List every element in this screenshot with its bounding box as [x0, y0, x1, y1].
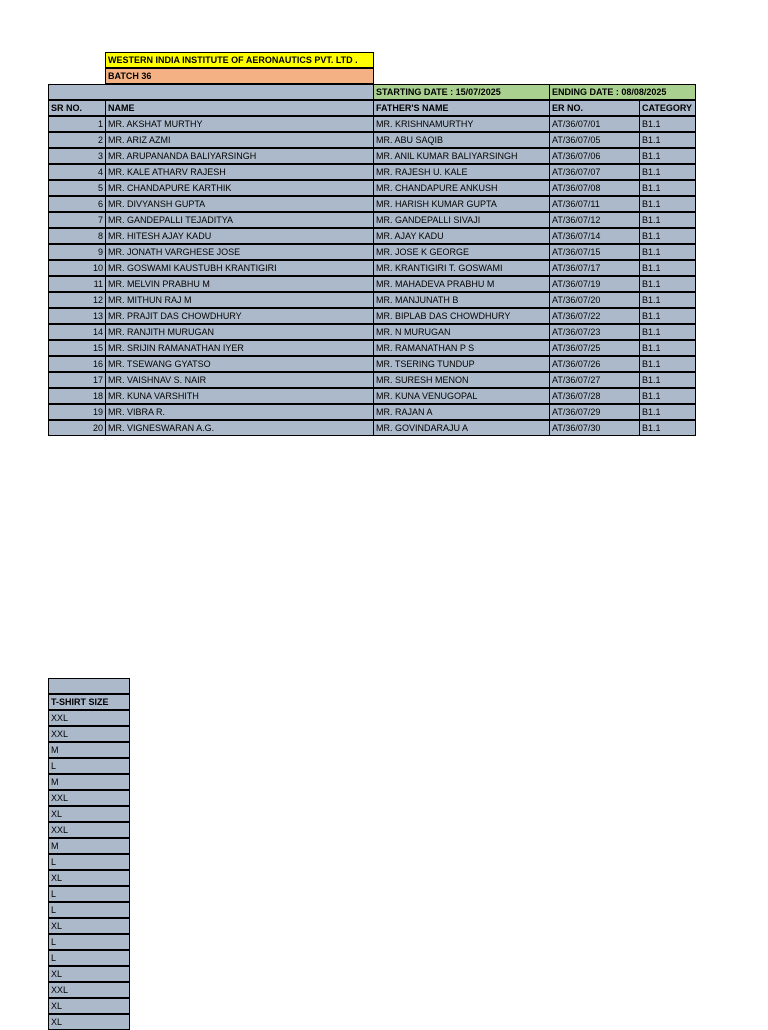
- cell-er-no: AT/36/07/23: [549, 324, 640, 340]
- tshirt-size-cell: M: [48, 742, 130, 758]
- cell-category: B1.1: [639, 372, 696, 388]
- cell-name: MR. VIBRA R.: [105, 404, 374, 420]
- cell-category: B1.1: [639, 164, 696, 180]
- cell-category: B1.1: [639, 292, 696, 308]
- cell-sr-no: 11: [48, 276, 106, 292]
- cell-name: MR. GOSWAMI KAUSTUBH KRANTIGIRI: [105, 260, 374, 276]
- cell-sr-no: 9: [48, 244, 106, 260]
- cell-sr-no: 1: [48, 116, 106, 132]
- cell-name: MR. MELVIN PRABHU M: [105, 276, 374, 292]
- cell-er-no: AT/36/07/15: [549, 244, 640, 260]
- cell-fathers-name: MR. GOVINDARAJU A: [373, 420, 550, 436]
- cell-er-no: AT/36/07/20: [549, 292, 640, 308]
- cell-name: MR. KALE ATHARV RAJESH: [105, 164, 374, 180]
- tshirt-size-cell: M: [48, 774, 130, 790]
- cell-category: B1.1: [639, 388, 696, 404]
- cell-name: MR. ARUPANANDA BALIYARSINGH: [105, 148, 374, 164]
- cell-sr-no: 7: [48, 212, 106, 228]
- tshirt-size-cell: XL: [48, 806, 130, 822]
- cell-er-no: AT/36/07/25: [549, 340, 640, 356]
- cell-name: MR. MITHUN RAJ M: [105, 292, 374, 308]
- tshirt-size-cell: XL: [48, 1014, 130, 1030]
- cell-category: B1.1: [639, 308, 696, 324]
- ending-date: ENDING DATE : 08/08/2025: [549, 84, 696, 100]
- cell-name: MR. VAISHNAV S. NAIR: [105, 372, 374, 388]
- cell-name: MR. PRAJIT DAS CHOWDHURY: [105, 308, 374, 324]
- tshirt-blank-header: [48, 678, 130, 694]
- cell-sr-no: 19: [48, 404, 106, 420]
- tshirt-size-cell: XL: [48, 998, 130, 1014]
- tshirt-size-cell: XXL: [48, 982, 130, 998]
- cell-fathers-name: MR. ANIL KUMAR BALIYARSINGH: [373, 148, 550, 164]
- cell-category: B1.1: [639, 276, 696, 292]
- cell-sr-no: 10: [48, 260, 106, 276]
- cell-name: MR. DIVYANSH GUPTA: [105, 196, 374, 212]
- cell-category: B1.1: [639, 180, 696, 196]
- cell-fathers-name: MR. CHANDAPURE ANKUSH: [373, 180, 550, 196]
- cell-category: B1.1: [639, 196, 696, 212]
- col-header-sr-no: SR NO.: [48, 100, 106, 116]
- cell-er-no: AT/36/07/26: [549, 356, 640, 372]
- cell-category: B1.1: [639, 420, 696, 436]
- cell-sr-no: 12: [48, 292, 106, 308]
- col-header-category: CATEGORY: [639, 100, 696, 116]
- tshirt-size-cell: M: [48, 838, 130, 854]
- cell-sr-no: 8: [48, 228, 106, 244]
- tshirt-size-cell: XXL: [48, 790, 130, 806]
- cell-name: MR. GANDEPALLI TEJADITYA: [105, 212, 374, 228]
- cell-category: B1.1: [639, 148, 696, 164]
- cell-category: B1.1: [639, 132, 696, 148]
- cell-fathers-name: MR. AJAY KADU: [373, 228, 550, 244]
- cell-sr-no: 5: [48, 180, 106, 196]
- tshirt-size-cell: XL: [48, 870, 130, 886]
- tshirt-size-cell: XXL: [48, 710, 130, 726]
- cell-fathers-name: MR. JOSE K GEORGE: [373, 244, 550, 260]
- cell-fathers-name: MR. RAJESH U. KALE: [373, 164, 550, 180]
- institute-title: WESTERN INDIA INSTITUTE OF AERONAUTICS PVT. LTD .: [105, 52, 374, 68]
- cell-sr-no: 3: [48, 148, 106, 164]
- cell-fathers-name: MR. KRANTIGIRI T. GOSWAMI: [373, 260, 550, 276]
- cell-er-no: AT/36/07/22: [549, 308, 640, 324]
- cell-name: MR. ARIZ AZMI: [105, 132, 374, 148]
- cell-name: MR. RANJITH MURUGAN: [105, 324, 374, 340]
- cell-fathers-name: MR. KRISHNAMURTHY: [373, 116, 550, 132]
- cell-er-no: AT/36/07/30: [549, 420, 640, 436]
- cell-er-no: AT/36/07/17: [549, 260, 640, 276]
- cell-er-no: AT/36/07/07: [549, 164, 640, 180]
- cell-category: B1.1: [639, 340, 696, 356]
- date-row-blank: [48, 84, 374, 100]
- cell-sr-no: 20: [48, 420, 106, 436]
- cell-category: B1.1: [639, 116, 696, 132]
- cell-name: MR. CHANDAPURE KARTHIK: [105, 180, 374, 196]
- cell-sr-no: 2: [48, 132, 106, 148]
- tshirt-size-cell: L: [48, 758, 130, 774]
- cell-category: B1.1: [639, 324, 696, 340]
- cell-sr-no: 13: [48, 308, 106, 324]
- cell-er-no: AT/36/07/19: [549, 276, 640, 292]
- cell-sr-no: 17: [48, 372, 106, 388]
- tshirt-size-cell: L: [48, 934, 130, 950]
- cell-fathers-name: MR. N MURUGAN: [373, 324, 550, 340]
- tshirt-size-cell: XL: [48, 918, 130, 934]
- cell-fathers-name: MR. RAMANATHAN P S: [373, 340, 550, 356]
- cell-name: MR. KUNA VARSHITH: [105, 388, 374, 404]
- cell-name: MR. SRIJIN RAMANATHAN IYER: [105, 340, 374, 356]
- cell-er-no: AT/36/07/11: [549, 196, 640, 212]
- cell-er-no: AT/36/07/14: [549, 228, 640, 244]
- cell-name: MR. JONATH VARGHESE JOSE: [105, 244, 374, 260]
- cell-er-no: AT/36/07/12: [549, 212, 640, 228]
- col-header-fathers-name: FATHER'S NAME: [373, 100, 550, 116]
- cell-name: MR. AKSHAT MURTHY: [105, 116, 374, 132]
- cell-name: MR. HITESH AJAY KADU: [105, 228, 374, 244]
- tshirt-size-cell: XXL: [48, 822, 130, 838]
- cell-er-no: AT/36/07/27: [549, 372, 640, 388]
- cell-sr-no: 6: [48, 196, 106, 212]
- cell-fathers-name: MR. TSERING TUNDUP: [373, 356, 550, 372]
- cell-name: MR. TSEWANG GYATSO: [105, 356, 374, 372]
- cell-sr-no: 4: [48, 164, 106, 180]
- tshirt-size-cell: L: [48, 950, 130, 966]
- cell-fathers-name: MR. BIPLAB DAS CHOWDHURY: [373, 308, 550, 324]
- cell-er-no: AT/36/07/08: [549, 180, 640, 196]
- starting-date: STARTING DATE : 15/07/2025: [373, 84, 550, 100]
- tshirt-size-cell: XXL: [48, 726, 130, 742]
- cell-er-no: AT/36/07/28: [549, 388, 640, 404]
- cell-fathers-name: MR. ABU SAQIB: [373, 132, 550, 148]
- cell-fathers-name: MR. GANDEPALLI SIVAJI: [373, 212, 550, 228]
- cell-category: B1.1: [639, 244, 696, 260]
- cell-er-no: AT/36/07/06: [549, 148, 640, 164]
- cell-er-no: AT/36/07/29: [549, 404, 640, 420]
- cell-category: B1.1: [639, 356, 696, 372]
- col-header-name: NAME: [105, 100, 374, 116]
- cell-fathers-name: MR. SURESH MENON: [373, 372, 550, 388]
- cell-name: MR. VIGNESWARAN A.G.: [105, 420, 374, 436]
- cell-category: B1.1: [639, 404, 696, 420]
- cell-fathers-name: MR. KUNA VENUGOPAL: [373, 388, 550, 404]
- col-header-er-no: ER NO.: [549, 100, 640, 116]
- tshirt-size-cell: XL: [48, 966, 130, 982]
- cell-sr-no: 15: [48, 340, 106, 356]
- tshirt-size-cell: L: [48, 886, 130, 902]
- tshirt-size-header: T-SHIRT SIZE: [48, 694, 130, 710]
- cell-sr-no: 18: [48, 388, 106, 404]
- cell-category: B1.1: [639, 260, 696, 276]
- tshirt-size-cell: L: [48, 854, 130, 870]
- cell-fathers-name: MR. RAJAN A: [373, 404, 550, 420]
- cell-sr-no: 16: [48, 356, 106, 372]
- cell-fathers-name: MR. HARISH KUMAR GUPTA: [373, 196, 550, 212]
- cell-er-no: AT/36/07/05: [549, 132, 640, 148]
- tshirt-size-cell: L: [48, 902, 130, 918]
- cell-er-no: AT/36/07/01: [549, 116, 640, 132]
- cell-category: B1.1: [639, 228, 696, 244]
- batch-label: BATCH 36: [105, 68, 374, 84]
- cell-sr-no: 14: [48, 324, 106, 340]
- cell-fathers-name: MR. MAHADEVA PRABHU M: [373, 276, 550, 292]
- cell-category: B1.1: [639, 212, 696, 228]
- cell-fathers-name: MR. MANJUNATH B: [373, 292, 550, 308]
